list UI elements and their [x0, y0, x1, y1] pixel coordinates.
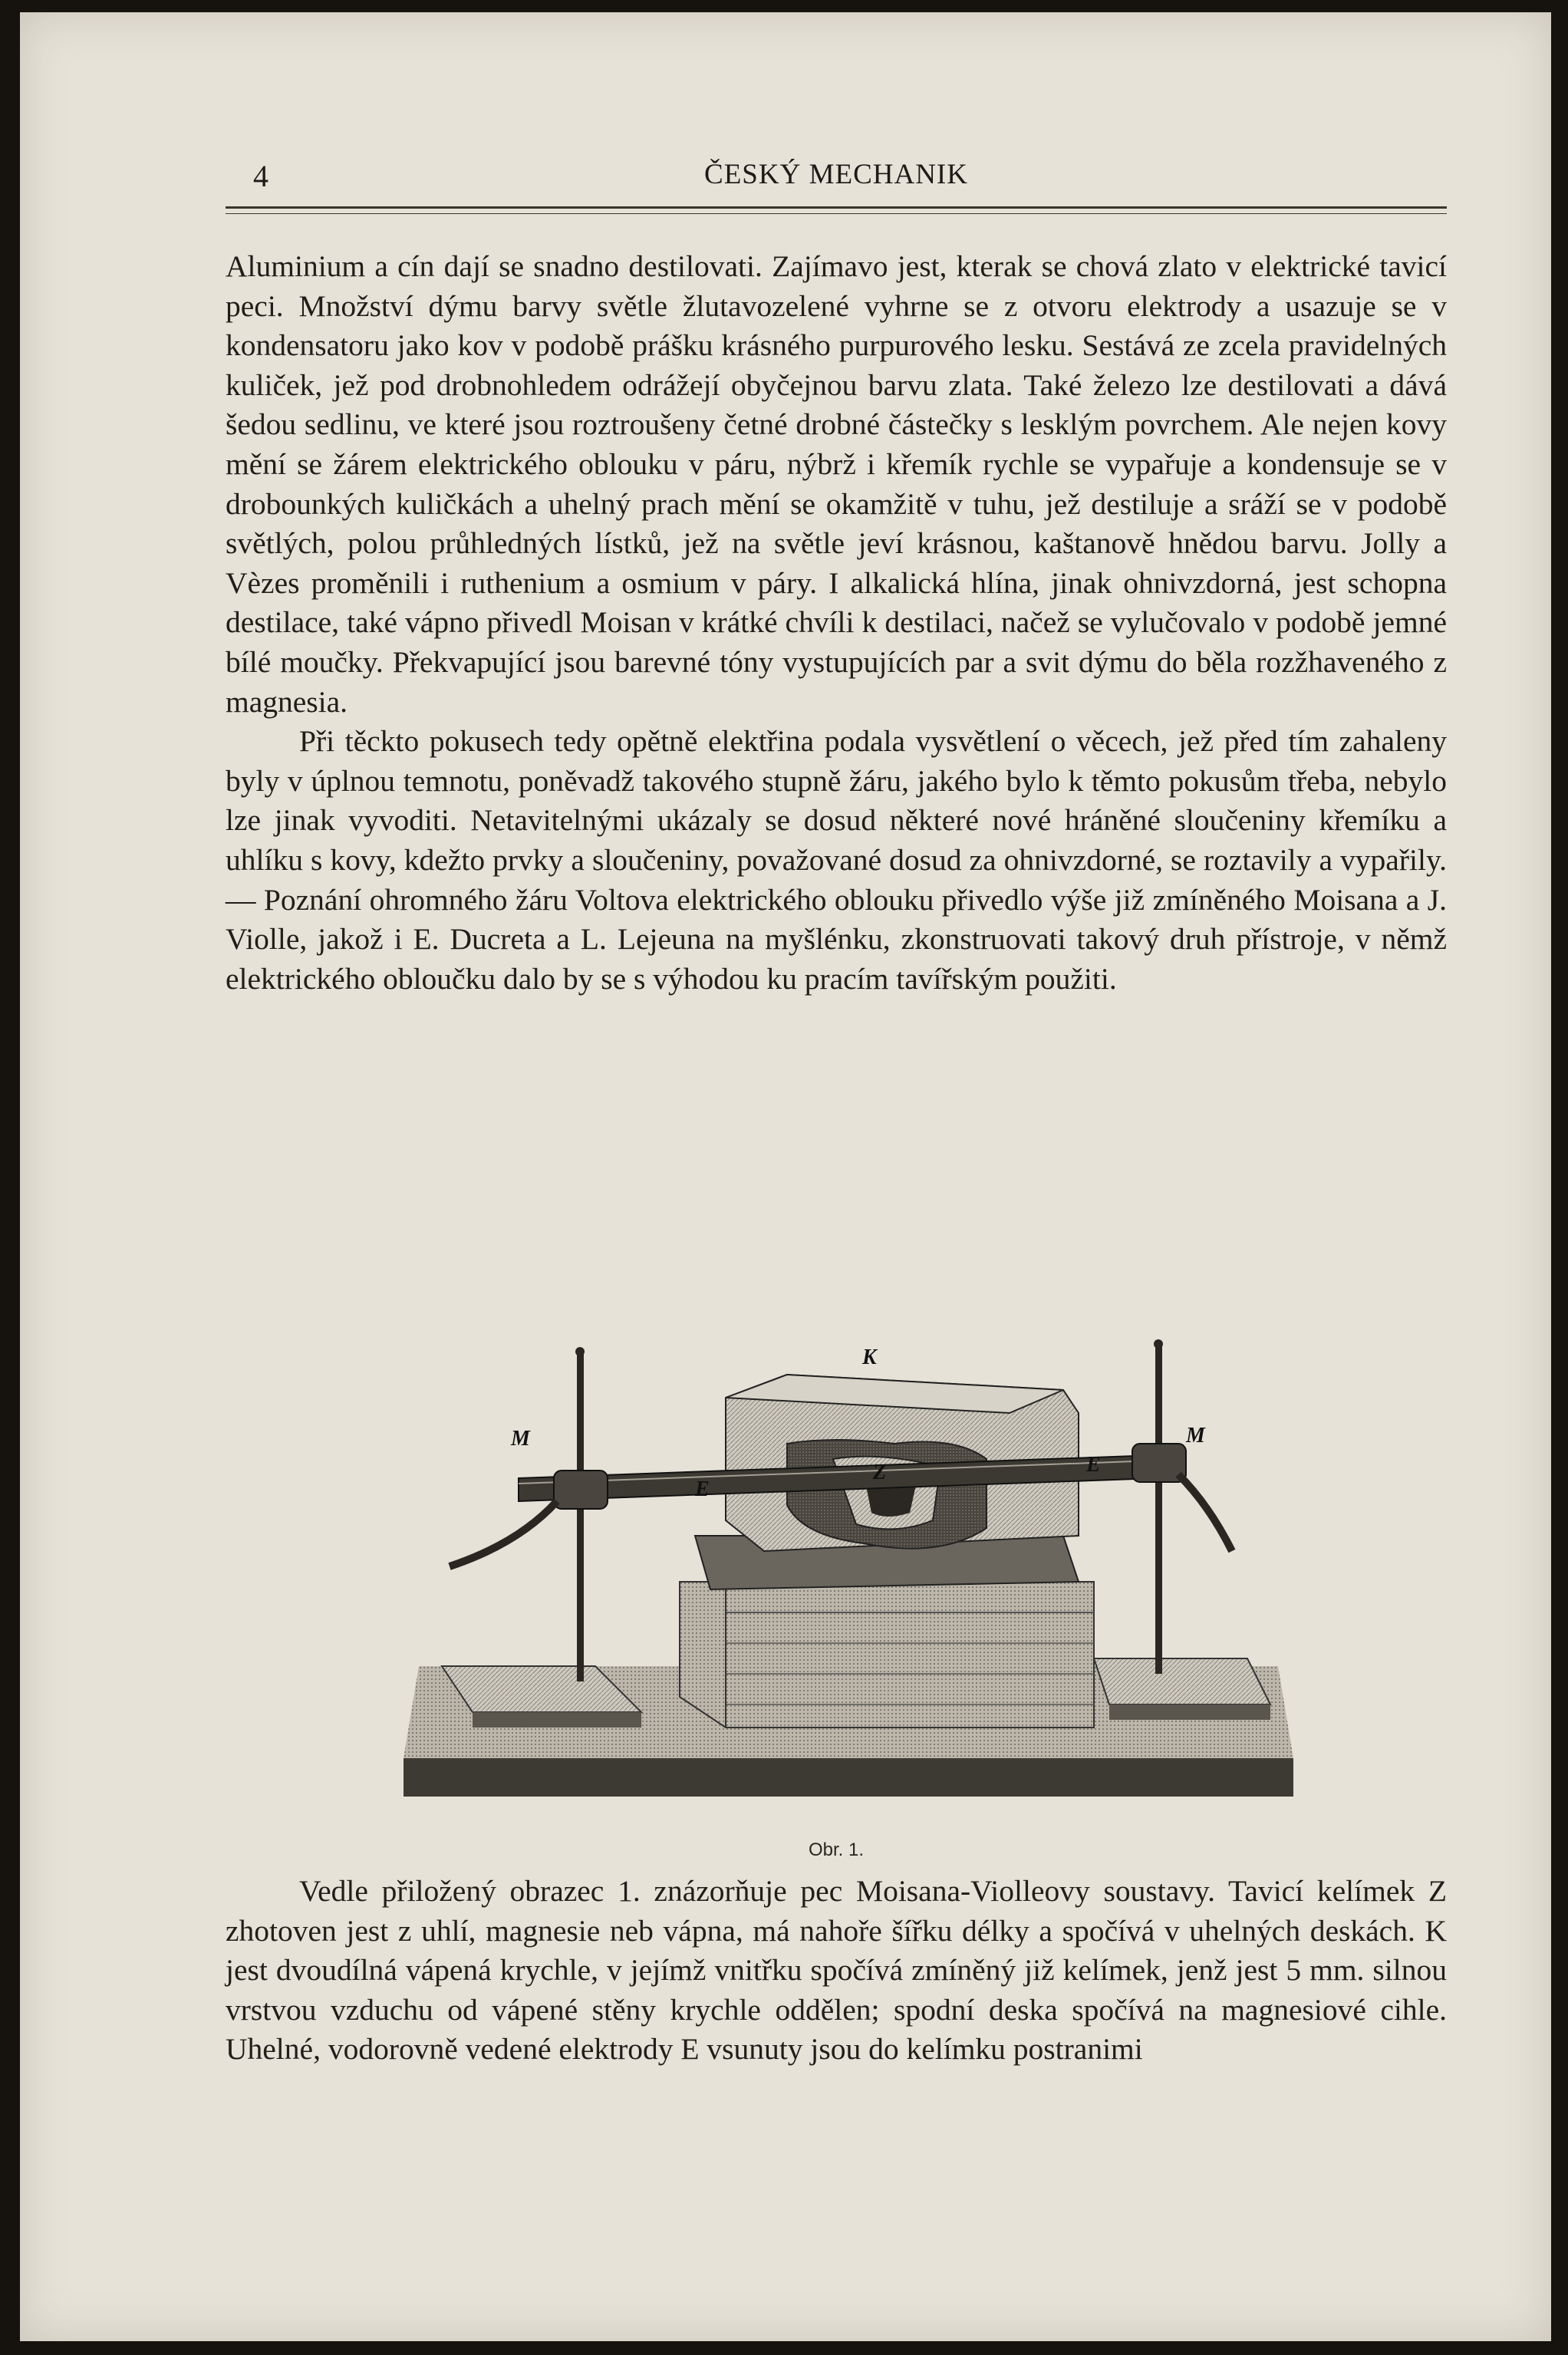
magnesia-brick: [680, 1582, 1094, 1728]
paragraph: Vedle přiložený obrazec 1. znázorňuje pec Moisana-Violleovy soustavy. Tavicí kelímek Z zhotoven jest z uhlí, magnesie neb vápna, má nahoře šířku délky a spočívá v uhelných deskách. K jest dvoudílná vápená krychle, v jejímž vnitřku spočívá zmíněný již kelímek, jenž jest 5 mm. silnou vrstvou vzduchu od vápené stěny krychle oddělen; spodní deska spočívá na magnesiové cihle. Uhelné, vodorovně vedené elektrody E vsunuty jsou do kelímku postranimi: [226, 1874, 1447, 2067]
header-rule-thin: [226, 213, 1447, 214]
paragraph: Aluminium a cín dají se snadno destilovati. Zajímavo jest, kterak se chová zlato v elektrické tavicí peci. Množství dýmu barvy světle žlutavozelené vyhrne se z otvoru elektrody a usazuje se v kondensatoru jako kov v podobě prášku krásného purpurového lesku. Sestává ze zcela pravidelných kuliček, jež pod drobnohledem odrážejí obyčejnou barvu zlata. Také železo lze destilovati a dává šedou sedlinu, ve které jsou roztroušeny četné drobné částečky s lesklým povrchem. Ale nejen kovy mění se žárem elektrického oblouku v páru, nýbrž i křemík rychle se vypařuje a kondensuje se v drobounkých kuličkách a uhelný prach mění se okamžitě v tuhu, jež destiluje a sráží se v podobě světlých, polou průhledných lístků, jež na světle jeví krásnou, kaštanově hnědou barvu. Jolly a Vèzes proměnili i ruthenium a osmium v páry. I alkalická hlína, jinak ohnivzdorná, jest schopna destilace, také vápno přivedl Moisan v krátké chvíli k destilaci, načež se vylučovalo v podobě jemné bílé moučky. Překvapující jsou barevné tóny vystupujících par a svit dýmu do běla rozžhaveného z magnesia.: [226, 249, 1447, 719]
text-block-top: [226, 247, 1447, 999]
label-e-right: E: [1086, 1453, 1101, 1477]
header-rule: [226, 206, 1447, 209]
page-number: 4: [253, 159, 268, 193]
book-page: [20, 12, 1551, 2341]
label-e-left: E: [695, 1477, 710, 1501]
text-block-bottom: [226, 1872, 1447, 2070]
right-clamp: [1132, 1444, 1232, 1551]
label-k: K: [862, 1345, 877, 1369]
running-title: ČESKÝ MECHANIK: [704, 159, 968, 190]
label-m-left: M: [511, 1427, 530, 1451]
page-header: [226, 158, 1447, 196]
label-m-right: M: [1186, 1424, 1205, 1448]
furnace-illustration: [404, 1329, 1293, 1820]
label-z: Z: [873, 1461, 887, 1484]
figure-caption: Obr. 1.: [808, 1840, 865, 1860]
paragraph: Při těckto pokusech tedy opětně elektřina podala vysvětlení o věcech, jež před tím zahaleny byly v úplnou temnotu, poněvadž takového stupně žáru, jakého bylo k těmto pokusům třeba, nebylo lze jinak vyvoditi. Netavitelnými ukázaly se dosud některé nové hráněné sloučeniny křemíku a uhlíku s kovy, kdežto prvky a sloučeniny, považované dosud za ohnivzdorné, se roztavily a vypařily. — Poznání ohromného žáru Voltova elektrického oblouku přivedlo výše již zmíněného Moisana a J. Violle, jakož i E. Ducreta a L. Lejeuna na myšlénku, zkonstruovati takový druh přístroje, v němž elektrického obloučku dalo by se s výhodou ku pracím tavířským použiti.: [226, 724, 1447, 996]
right-stand: [1094, 1339, 1270, 1720]
